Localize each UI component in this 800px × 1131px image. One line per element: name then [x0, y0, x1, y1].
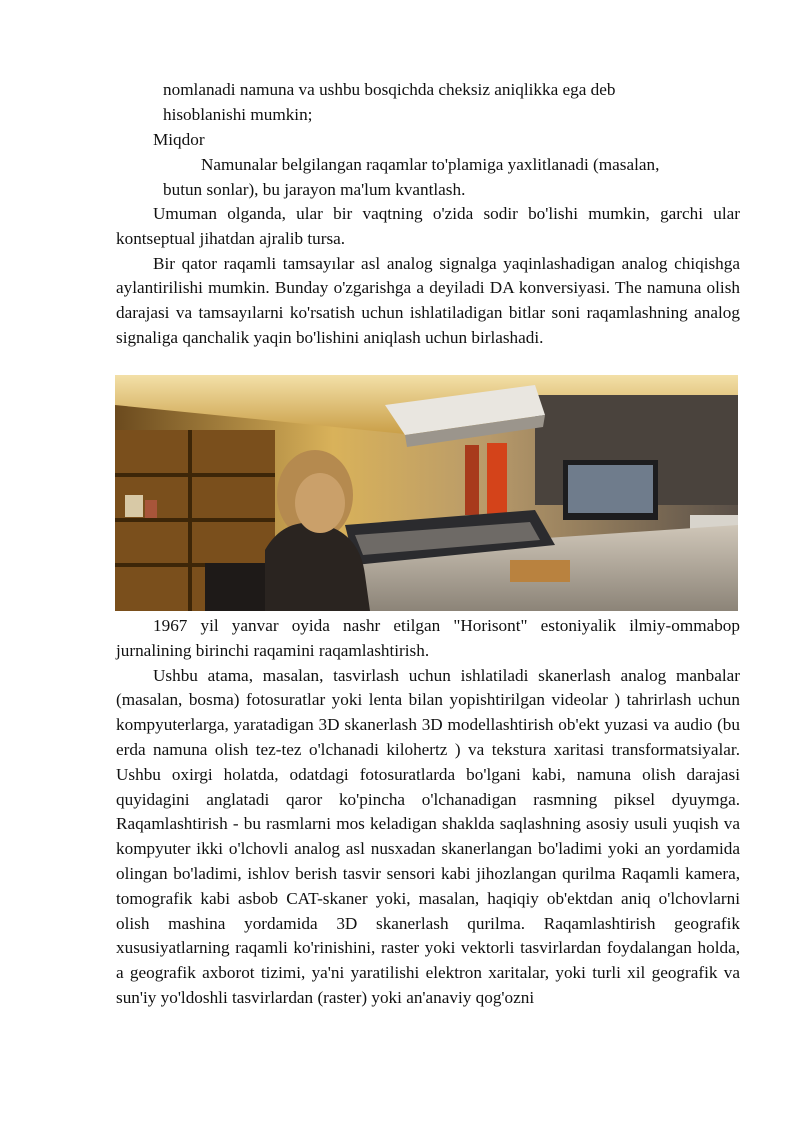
list-item-continuation-line-1: nomlanadi namuna va ushbu bosqichda cheksiz aniqlikka ega deb [163, 80, 616, 99]
list-item-continuation-line-2: hisoblanishi mumkin; [163, 105, 313, 124]
term-definition-line-2: butun sonlar), bu jarayon ma'lum kvantlash. [163, 180, 466, 199]
paragraph-scanning: Ushbu atama, masalan, tasvirlash uchun ishlatiladi skanerlash analog manbalar (masalan, bosma) fotosuratlar yoki lenta bilan yopishtirilgan videolar ) tahrirlash uchun kompyuterlarga, yaratadigan 3D skanerlash 3D modellashtirish ob'ekt yuzasi va audio (bu erda namuna olish tez-tez o'lchanadi kilohertz ) va tekstura xaritasi transformatsiyalar. Ushbu oxirgi holatda, odatdagi fotosuratlarda bo'lgani kabi, namuna olish darajasi quyidagini anglatadi qaror ko'pincha o'lchanadigan rasmning piksel dyuymga. Raqamlashtirish - bu rasmlarni mos keladigan shaklda saqlashning asosiy usuli yuqish va kompyuter ikki o'lchovli analog asl nusxadan skanerlangan bo'ladimi yoki an yordamida olingan bo'ladimi, ishlov berish tasvir sensori kabi jihozlangan qurilma Raqamli kamera, tomografik kabi asbob CAT-skaner yoki, masalan, haqiqiy ob'ektdan aniq o'lchovlarni olish mashina yordamida 3D skanerlash qurilma. Raqamlashtirish geografik xususiyatlarning raqamli ko'rinishini, raster yoki vektorli tasvirlardan foydalangan holda, a geografik axborot tizimi, ya'ni yaratilishi elektron xaritalar, yoki turli xil geografik va sun'iy yo'ldoshli tasvirlardan (raster) yoki an'anaviy qog'ozni [116, 665, 740, 1007]
text-block-bottom [116, 614, 740, 1011]
paragraph-general: Umuman olganda, ular bir vaqtning o'zida sodir bo'lishi mumkin, garchi ular kontseptual jihatdan ajralib tursa. [116, 204, 740, 248]
paragraph-da-conversion: Bir qator raqamli tamsayılar asl analog signalga yaqinlashadigan analog chiqishga aylantirilishi mumkin. Bunday o'zgarishga a deyiladi DA konversiyasi. The namuna olish darajasi va tamsayılarni ko'rsatish uchun ishlatiladigan bitlar soni raqamlashning analog signaliga qanchalik yaqin bo'lishini aniqlash uchun birlashadi. [116, 253, 740, 347]
term-definition-line-1: Namunalar belgilangan raqamlar to'plamiga yaxlitlanadi (masalan, [201, 155, 660, 174]
digitization-photo [115, 375, 738, 611]
text-block-top [116, 202, 740, 351]
term-heading-miqdor: Miqdor [153, 130, 205, 149]
photo-caption: 1967 yil yanvar oyida nashr etilgan "Horisont" estoniyalik ilmiy-ommabop jurnalining birinchi raqamini raqamlashtirish. [116, 616, 740, 660]
